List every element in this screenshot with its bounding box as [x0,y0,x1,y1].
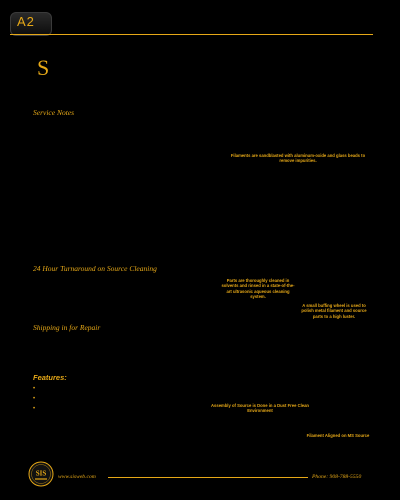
website-link[interactable]: www.sisweb.com [58,474,96,480]
phone-number: Phone: 908-788-5550 [312,474,362,480]
sis-logo-icon [28,461,54,487]
features-list [33,384,35,414]
header-divider-left [10,34,52,35]
service-notes-heading: Service Notes [33,108,75,117]
assembly-caption: Assembly of Source is Done in a Dust Free Clean Environment [211,403,309,414]
filament-aligned-caption: Filament Aligned on MS Source [306,433,370,438]
feature-bullet [33,404,35,414]
turnaround-heading: 24 Hour Turnaround on Source Cleaning [33,264,157,273]
page-section-label: A2 [17,14,35,29]
buffing-caption: A small buffing wheel is used to polish metal filament and source parts to a high luster. [301,303,367,319]
feature-bullet [33,384,35,394]
features-heading: Features: [33,373,67,382]
filaments-caption: Filaments are sandblasted with aluminum-oxide and glass beads to remove impurities. [230,153,366,164]
parts-cleaned-caption: Parts are thoroughly cleaned in solvents and rinsed in a state-of-the-art ultrasonic aqueous cleaning system. [221,278,295,299]
logo-text: SIS [35,469,47,478]
feature-bullet [33,394,35,404]
footer-divider [108,477,308,478]
shipping-heading: Shipping in for Repair [33,323,101,332]
header-divider [52,34,373,35]
drop-cap-letter: S [37,55,50,80]
